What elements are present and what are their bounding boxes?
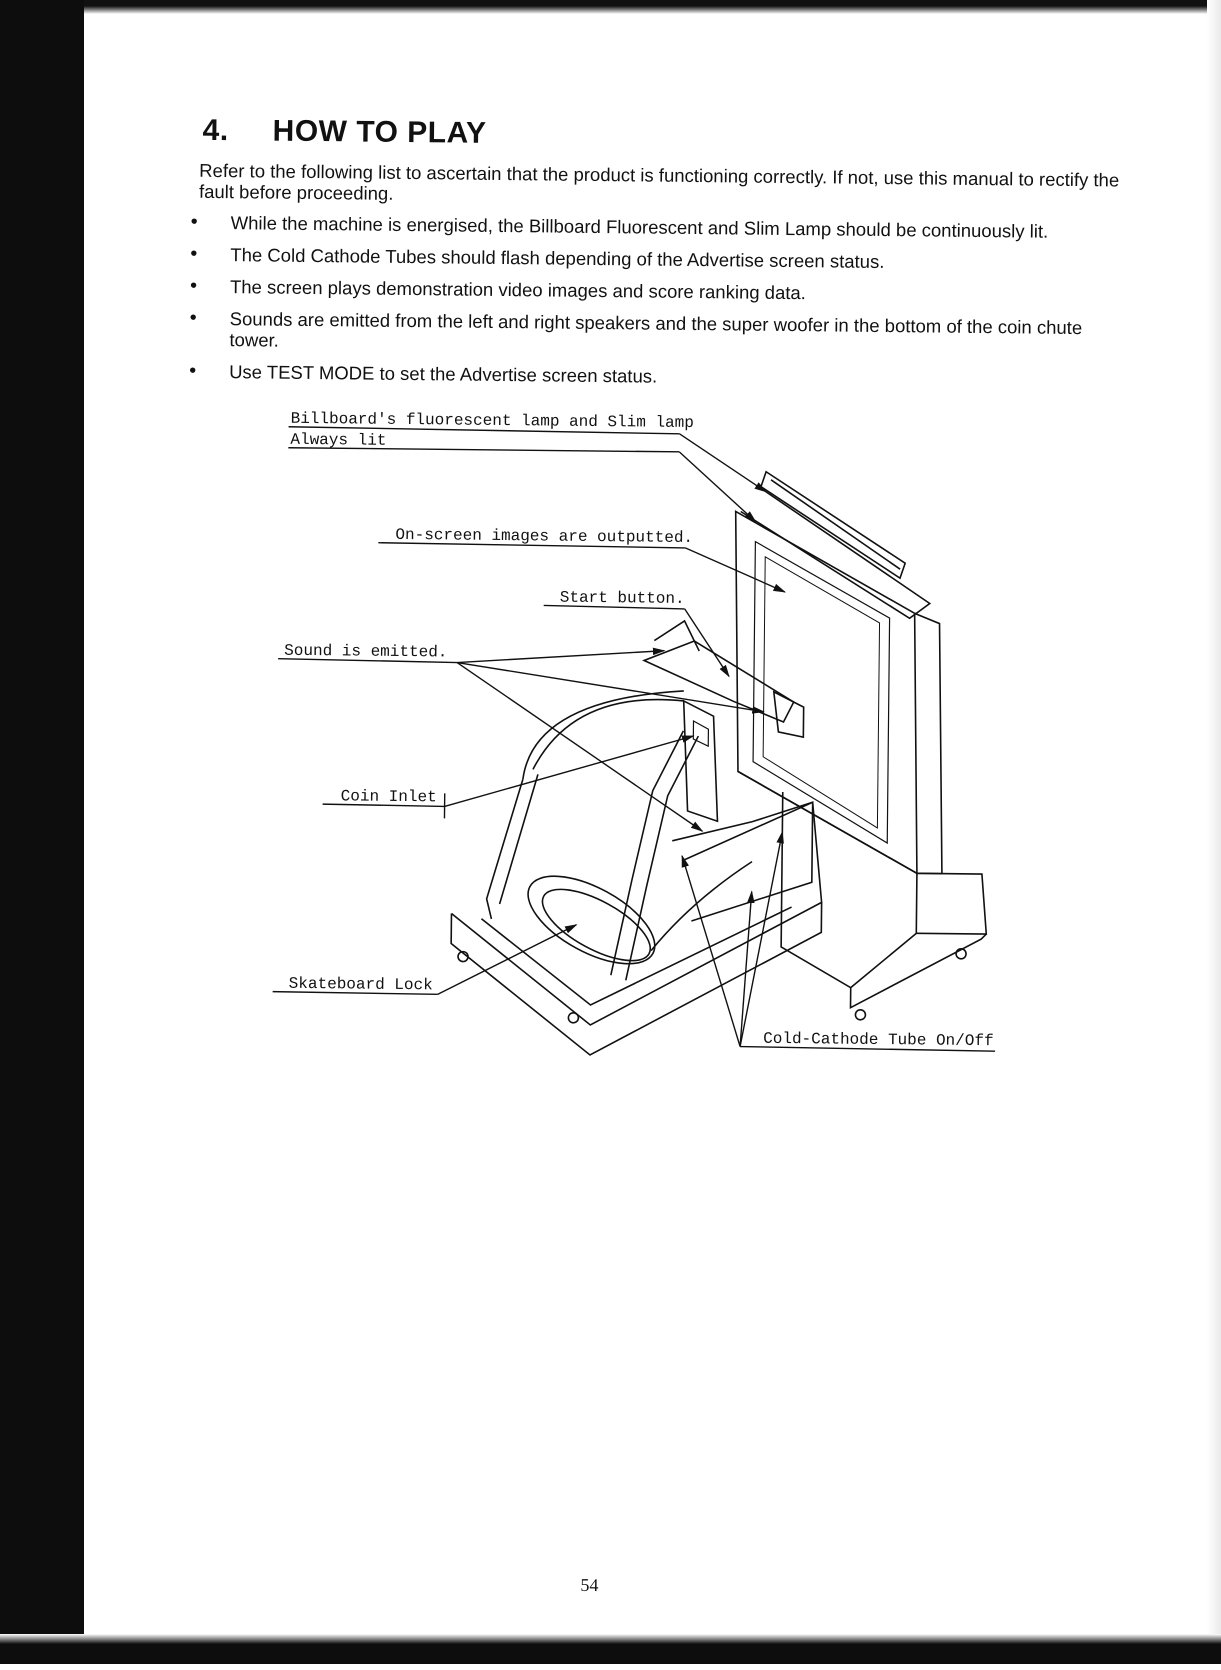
callout-cold-cathode-tube: Cold-Cathode Tube On/Off	[763, 1030, 994, 1050]
list-item: • The Cold Cathode Tubes should flash depending of the Advertise screen status.	[188, 244, 1128, 275]
list-item: • Sounds are emitted from the left and right speakers and the super woofer in the bottom of the coin chute tower.	[187, 308, 1127, 360]
section-title: HOW TO PLAY	[272, 115, 486, 150]
callout-leaders	[272, 427, 1001, 1052]
intro-paragraph: Refer to the following list to ascertain that the product is functioning correctly. If not, use this manual to rectify the fault before proceeding.	[199, 160, 1119, 212]
callout-onscreen-images: On-screen images are outputted.	[395, 526, 693, 547]
callout-start-button: Start button.	[560, 589, 685, 608]
bullet-icon: •	[190, 276, 197, 297]
list-item: • The screen plays demonstration video images and score ranking data.	[188, 276, 1128, 307]
bullet-icon: •	[190, 308, 197, 329]
bullet-icon: •	[189, 361, 196, 382]
callout-always-lit: Always lit	[290, 431, 386, 450]
callout-billboard-lamp: Billboard's fluorescent lamp and Slim lamp	[291, 410, 694, 432]
callout-skateboard-lock: Skateboard Lock	[289, 975, 433, 995]
page-number: 54	[580, 1575, 598, 1596]
scan-edge-bottom	[0, 1634, 1221, 1664]
list-item: • While the machine is energised, the Billboard Fluorescent and Slim Lamp should be continuously lit.	[189, 212, 1129, 243]
cabinet-illustration	[450, 469, 991, 1060]
callout-sound: Sound is emitted.	[284, 642, 447, 662]
callout-coin-inlet: Coin Inlet	[341, 787, 437, 806]
list-item: • Use TEST MODE to set the Advertise screen status.	[187, 361, 1127, 392]
bullet-icon: •	[191, 212, 198, 233]
bullet-icon: •	[190, 244, 197, 265]
section-number: 4.	[202, 114, 272, 149]
